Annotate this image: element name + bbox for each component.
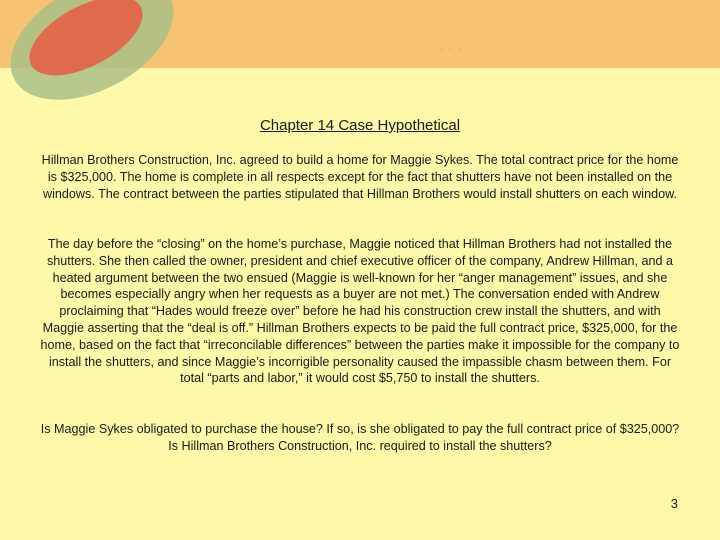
page-number: 3 xyxy=(670,496,678,511)
decorative-blob-graphic xyxy=(0,0,200,100)
header-dots: . . . xyxy=(440,42,463,52)
paragraph-questions: Is Maggie Sykes obligated to purchase the house? If so, is she obligated to pay the full contract price of $325,000? Is Hillman Brothers Construction, Inc. required to install the shutters? xyxy=(40,422,680,453)
paragraph-facts: Hillman Brothers Construction, Inc. agreed to build a home for Maggie Sykes. The total contract price for the home is $325,000. The home is complete in all respects except for the fact that shutters have not been installed on the windows. The contract between the parties stipulated that Hillman Brothers would install shutters on each window. xyxy=(41,153,679,201)
paragraph-dispute: The day before the “closing” on the home’s purchase, Maggie noticed that Hillman Brothers had not installed the shutters. She then called the owner, president and chief executive officer of the company, Andrew Hillman, and a heated argument between the two ensued (Maggie is well-known for her “anger management” issues, and she becomes especially angry when her requests as a buyer are not met.) The conversation ended with Andrew proclaiming that “Hades would freeze over” before he had his construction crew install the shutters, and with Maggie asserting that the “deal is off.” Hillman Brothers expects to be paid the full contract price, $325,000, for the home, based on the fact that “irreconcilable differences” between the parties make it impossible for the company to install the shutters, and since Maggie’s incorrigible personality caused the impassible chasm between them. For total “parts and labor,” it would cost $5,750 to install the shutters. xyxy=(40,237,680,386)
slide-title: Chapter 14 Case Hypothetical xyxy=(259,117,461,134)
